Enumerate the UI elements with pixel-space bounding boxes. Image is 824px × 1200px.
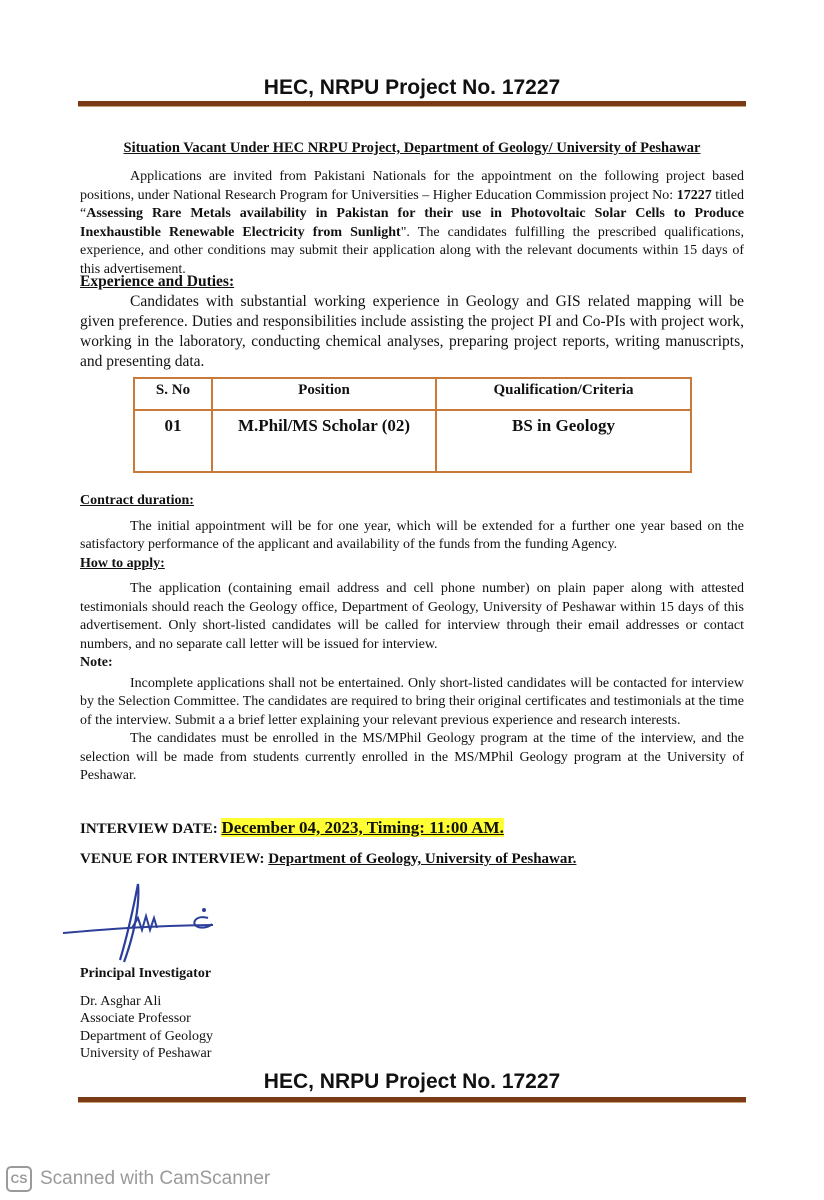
- positions-table: [133, 377, 692, 473]
- interview-date-value: December 04, 2023, Timing: 11:00 AM.: [221, 818, 504, 837]
- contract-heading: Contract duration:: [80, 493, 194, 508]
- notice-title: Situation Vacant Under HEC NRPU Project, Department of Geology/ University of Peshawar: [123, 140, 701, 156]
- intro-text-1: Applications are invited from Pakistani Nationals for the appointment on the following project based positions, under National Research Program for Universities – Higher Education Commission project No:: [80, 169, 744, 203]
- interview-venue-line: [80, 851, 576, 868]
- intro-text-3: ". The candidates fulfilling the prescribed qualifications, experience, and other conditions may submit their application along with the relevant documents within 15 days of this advertisement.: [80, 224, 744, 277]
- table-cell-criteria: BS in Geology: [436, 410, 691, 472]
- footer-rule: [78, 1097, 746, 1103]
- note-heading: Note:: [80, 655, 113, 670]
- intro-project-title: Assessing Rare Metals availability in Pakistan for their use in Photovoltaic Solar Cells to Produce Inexhaustible Renewable Electricity from Sunlight: [80, 206, 744, 240]
- signatory-university: University of Peshawar: [80, 1046, 212, 1061]
- interview-venue-value: Department of Geology, University of Peshawar.: [268, 851, 577, 867]
- camscanner-logo-icon: CS: [6, 1166, 32, 1192]
- interview-date-label: INTERVIEW DATE:: [80, 821, 222, 837]
- intro-paragraph: [80, 168, 744, 279]
- interview-date-line: [80, 818, 504, 838]
- header-title: HEC, NRPU Project No. 17227: [263, 76, 561, 99]
- how-to-apply-heading: How to apply:: [80, 555, 165, 571]
- note-text-1: Incomplete applications shall not be entertained. Only short-listed candidates will be contacted for interview by the Selection Committee. The candidates are required to bring their original certificates and testimonials at the time of the interview. Submit a a brief letter explaining your relevant previous experience and research interests.: [80, 675, 744, 728]
- signatory-name: Dr. Asghar Ali: [80, 993, 162, 1009]
- contract-section: [80, 492, 744, 786]
- signatory-block: [80, 965, 213, 1063]
- header-rule: [78, 101, 746, 107]
- signatory-department: Department of Geology: [80, 1028, 213, 1044]
- experience-text: Candidates with substantial working experience in Geology and GIS related mapping will be given preference. Duties and responsibilities include assisting the project PI and Co-PIs with project work, working in the laboratory, conducting chemical analyses, preparing project reports, writing manuscripts, and presenting data.: [80, 293, 744, 370]
- camscanner-text: Scanned with CamScanner: [40, 1168, 271, 1189]
- note-text-2: The candidates must be enrolled in the MS/MPhil Geology program at the time of the interview, and the selection will be made from students currently enrolled in the MS/MPhil Geology program at the University of Peshawar.: [80, 731, 744, 783]
- signatory-title: Associate Professor: [80, 1011, 191, 1026]
- signature-image: [58, 880, 228, 965]
- table-cell-sno: 01: [134, 410, 212, 472]
- camscanner-watermark: [6, 1166, 270, 1192]
- table-header-position: Position: [212, 378, 436, 410]
- table-header-sno: S. No: [134, 378, 212, 410]
- table-cell-position: M.Phil/MS Scholar (02): [212, 410, 436, 472]
- table-header-criteria: Qualification/Criteria: [436, 378, 691, 410]
- footer-title: HEC, NRPU Project No. 17227: [263, 1070, 561, 1093]
- signatory-role: Principal Investigator: [80, 966, 212, 981]
- experience-section: [80, 272, 744, 372]
- intro-text-2: titled “: [80, 187, 744, 221]
- table-row: [134, 410, 691, 472]
- how-to-apply-text: The application (containing email address and cell phone number) on plain paper along with attested testimonials should reach the Geology office, Department of Geology, University of Peshawar within 15 days of this advertisement. Only short-listed candidates will be called for interview through their email addresses or contact numbers, and no separate call letter will be issued for interview.: [80, 581, 744, 652]
- contract-text: The initial appointment will be for one year, which will be extended for a further one year based on the satisfactory performance of the applicant and availability of the funds from the funding Agency.: [80, 518, 744, 552]
- intro-project-no: 17227: [676, 187, 712, 203]
- experience-heading: Experience and Duties:: [80, 273, 235, 290]
- interview-venue-label: VENUE FOR INTERVIEW:: [80, 851, 269, 867]
